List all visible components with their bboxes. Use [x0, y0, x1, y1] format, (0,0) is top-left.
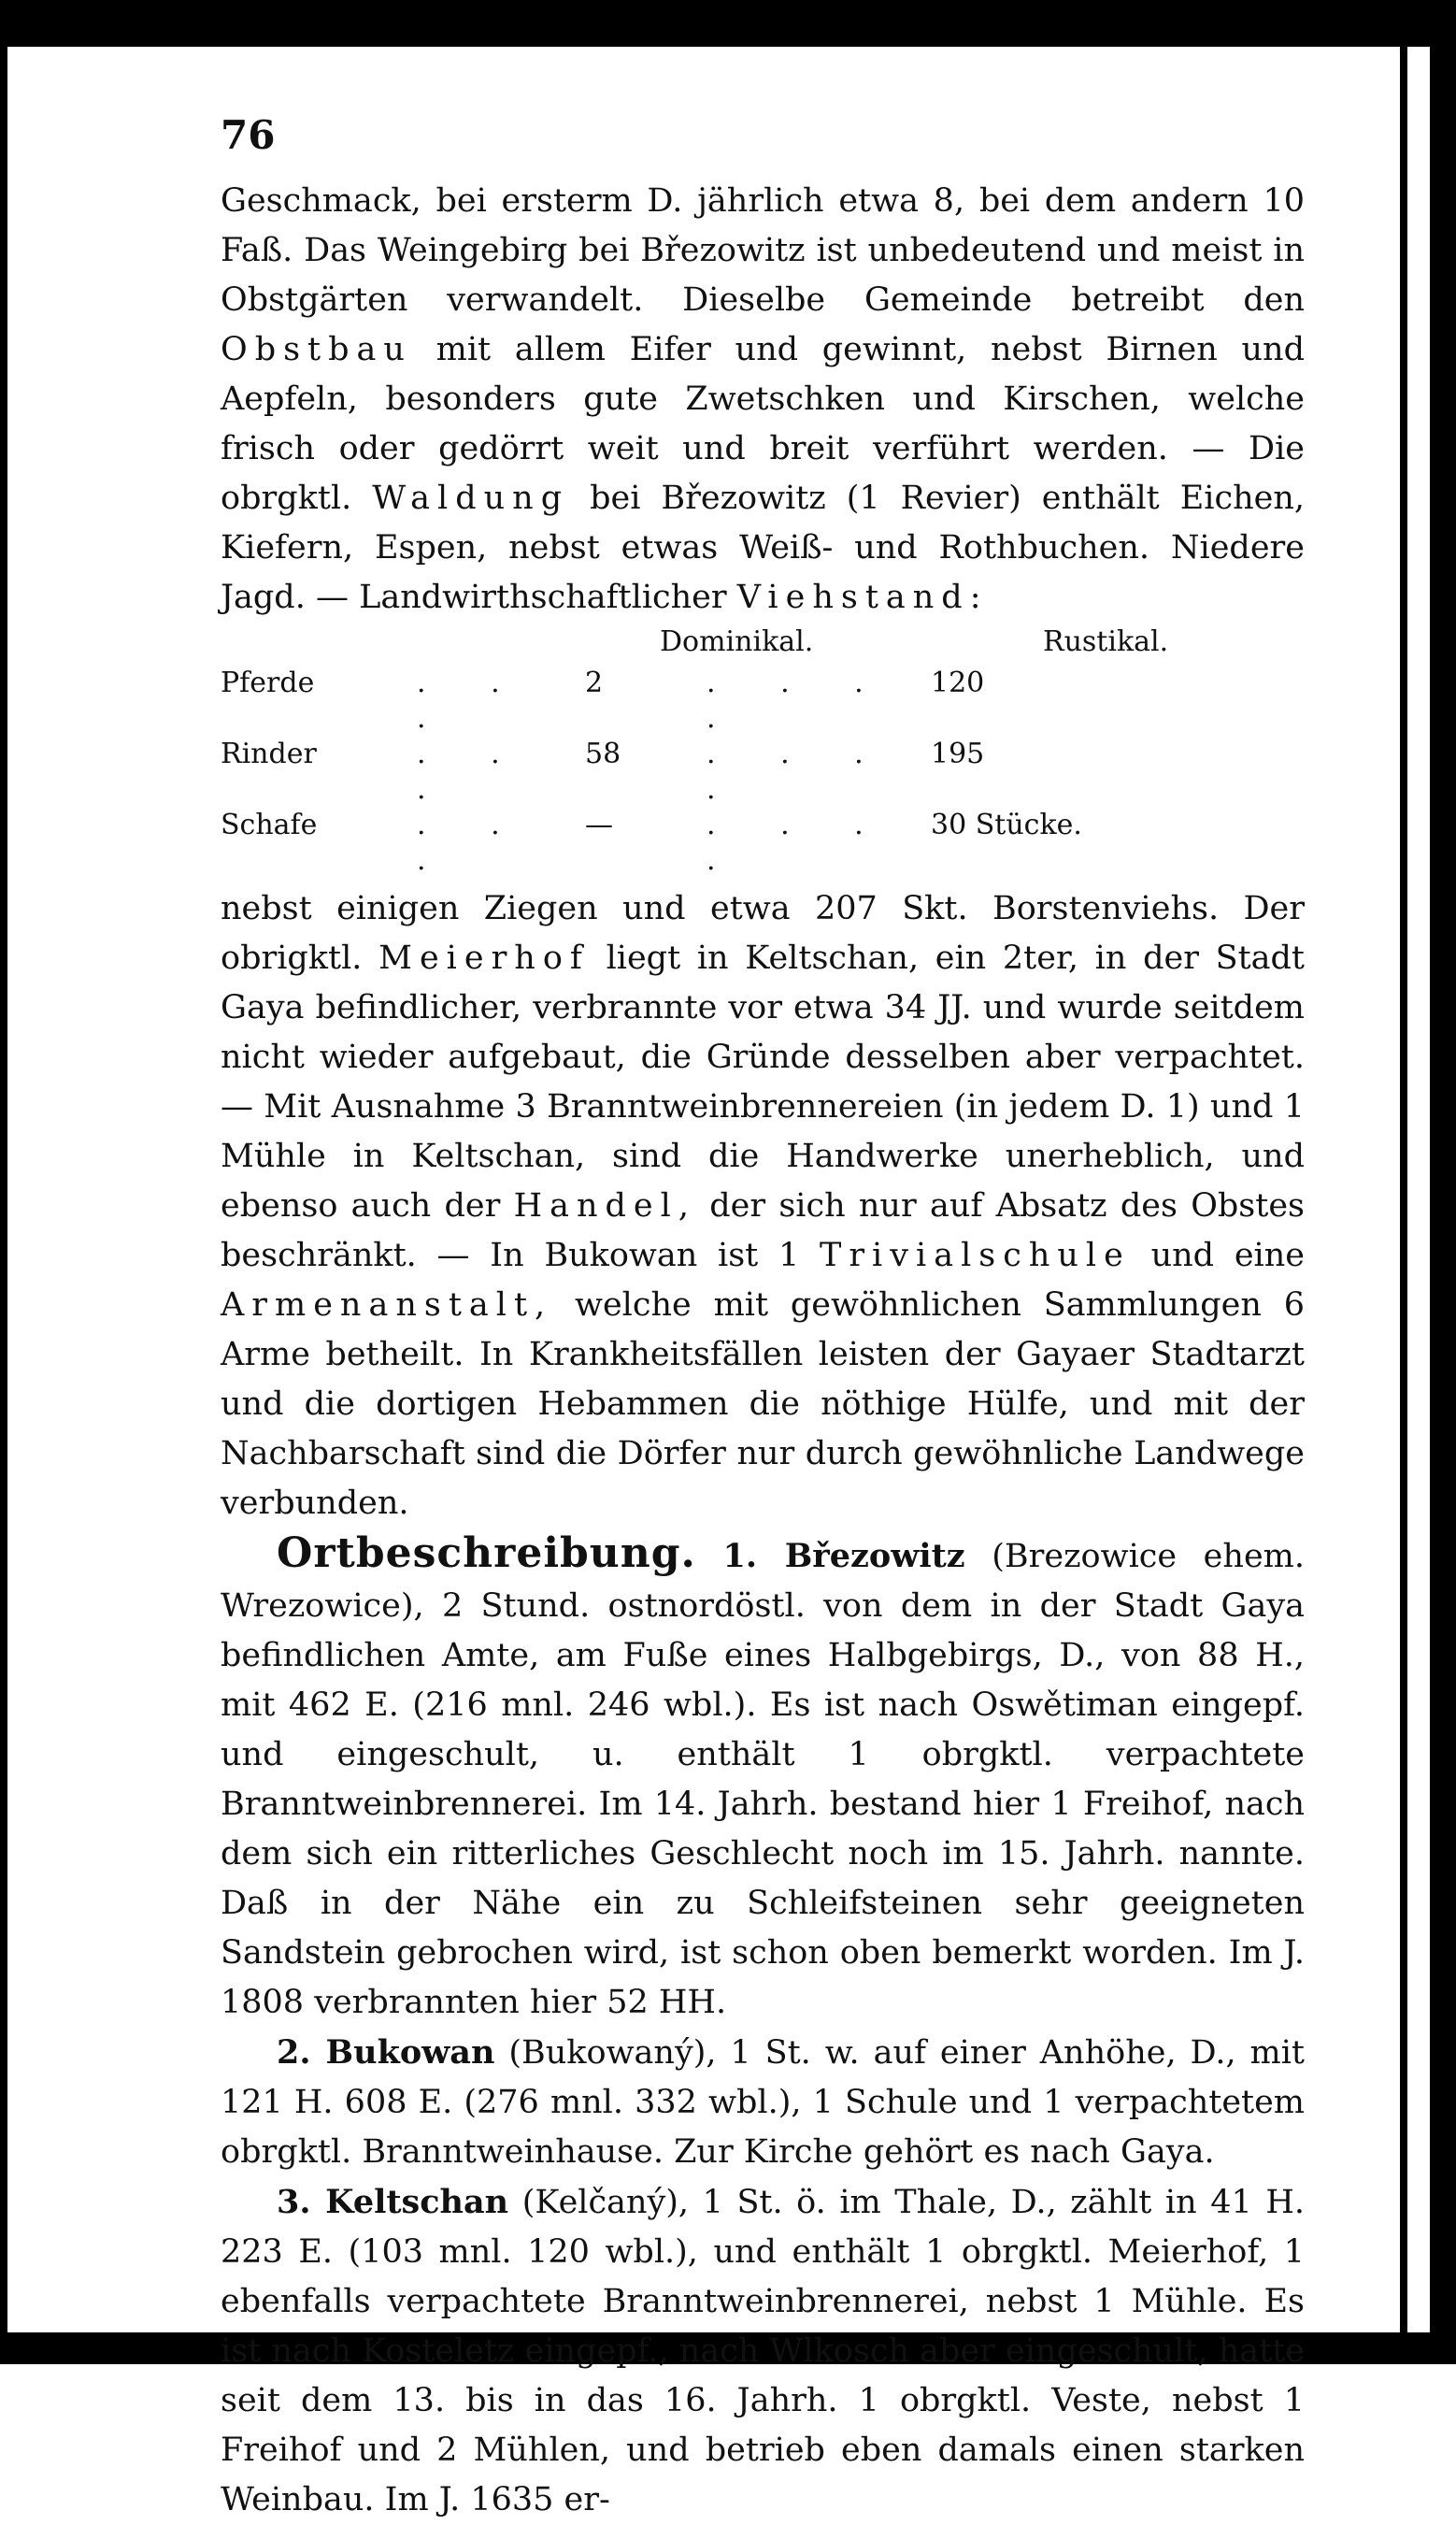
- text-segment: und eine: [1150, 1237, 1305, 1274]
- place-title: 1. Březowitz: [722, 1537, 965, 1575]
- column-rustikal: Rustikal.: [1043, 625, 1169, 658]
- dominikal-count: 58: [585, 738, 621, 770]
- term-armenanstalt: Armenanstalt,: [221, 1286, 553, 1324]
- livestock-table: [221, 666, 1174, 879]
- text-segment: welche mit gewöhnlichen Sammlungen 6 Arme betheilt. In Krankheitsfällen leisten der Gayaer Stadtarzt und die dortigen Hebammen die nöthige Hülfe, und mit der Nachbarschaft sind die Dörfer nur durch gewöhnliche Landwege verbunden.: [221, 1286, 1305, 1522]
- term-obstbau: Obstbau: [221, 331, 412, 368]
- text-segment: mit allem Eifer und gewinnt, nebst Birnen und Aepfeln, besonders gute Zwetschken und Kirschen, welche frisch oder gedörrt weit und breit verführt werden. — Die obrgktl.: [221, 331, 1305, 517]
- leader-dots: . . . .: [707, 667, 892, 735]
- scan-border-right: [1430, 0, 1456, 2364]
- term-meierhof: Meierhof: [378, 940, 590, 977]
- term-handel: Handel,: [513, 1187, 696, 1225]
- paragraph-bukowan: [221, 2028, 1305, 2177]
- text-segment: bei Březowitz (1 Revier) enthält Eichen, Kiefern, Espen, nebst etwas Weiß- und Rothbuchen. Niedere Jagd. — Landwirthschaftlicher: [221, 480, 1305, 616]
- text-segment: (Brezowice ehem. Wrezowice), 2 Stund. ostnordöstl. von dem in der Stadt Gaya befindlichen Amte, am Fuße eines Halbgebirgs, D., von 88 H., mit 462 E. (216 mnl. 246 wbl.). Es ist nach Oswětiman eingepf. und eingeschult, u. enthält 1 obrgktl. verpachtete Branntweinbrennerei. Im 14. Jahrh. bestand hier 1 Freihof, nach dem sich ein ritterliches Geschlecht noch im 15. Jahrh. nannte. Daß in der Nähe ein zu Schleifsteinen sehr geeigneten Sandstein gebrochen wird, ist schon oben bemerkt worden. Im J. 1808 verbrannten hier 52 HH.: [221, 1538, 1305, 2021]
- paragraph-meierhof: [221, 884, 1305, 1528]
- table-row: [221, 666, 1174, 737]
- text-segment: liegt in Keltschan, ein 2ter, in der Stadt Gaya befindlicher, verbrannte vor etwa 34 JJ. und wurde seitdem nicht wieder aufgebaut, die Gründe desselben aber verpachtet. — Mit Ausnahme 3 Branntweinbrennereien (in jedem D. 1) und 1 Mühle in Keltschan, sind die Handwerke unerheblich, und ebenso auch der: [221, 940, 1305, 1225]
- section-heading: Ortbeschreibung.: [277, 1529, 696, 1577]
- text-segment: Geschmack, bei ersterm D. jährlich etwa 8, bei dem andern 10 Faß. Das Weingebirg bei Březowitz ist unbedeutend und meist in Obstgärten verwandelt. Dieselbe Gemeinde betreibt den: [221, 182, 1305, 319]
- paragraph-keltschan: [221, 2177, 1305, 2525]
- animal-name: Schafe: [221, 809, 318, 841]
- term-viehstand: Viehstand:: [736, 579, 989, 616]
- rustikal-count: 30 Stücke.: [931, 809, 1082, 841]
- leader-dots: . . .: [417, 809, 528, 877]
- leader-dots: . . . .: [707, 809, 892, 877]
- rustikal-count: 195: [931, 738, 985, 770]
- dominikal-count: —: [585, 809, 613, 841]
- place-title: 2. Bukowan: [277, 2033, 495, 2072]
- scan-border-top: [0, 0, 1456, 47]
- place-title: 3. Keltschan: [277, 2183, 509, 2221]
- book-page: [221, 112, 1305, 2525]
- column-dominikal: Dominikal.: [660, 625, 814, 658]
- animal-name: Rinder: [221, 738, 317, 770]
- text-segment: (Bukowaný), 1 St. w. auf einer Anhöhe, D., mit 121 H. 608 E. (276 mnl. 332 wbl.), 1 Schule und 1 verpachtetem obrgktl. Branntweinhause. Zur Kirche gehört es nach Gaya.: [221, 2034, 1305, 2171]
- table-row: [221, 737, 1174, 808]
- scan-border-left: [0, 0, 7, 2364]
- text-segment: (Kelčaný), 1 St. ö. im Thale, D., zählt in 41 H. 223 E. (103 mnl. 120 wbl.), und enthält 1 obrgktl. Meierhof, 1 ebenfalls verpachtete Branntweinbrennerei, nebst 1 Mühle. Es ist nach Kosteletz eingepf., nach Wlkosch aber eingeschult, hatte seit dem 13. bis in das 16. Jahrh. 1 obrgktl. Veste, nebst 1 Freihof und 2 Mühlen, und betrieb eben damals einen starken Weinbau. Im J. 1635 er-: [221, 2184, 1305, 2518]
- leader-dots: . . .: [417, 738, 528, 806]
- text-segment: der sich nur auf Absatz des Obstes beschränkt. — In Bukowan ist 1: [221, 1187, 1305, 1274]
- table-row: [221, 808, 1174, 879]
- page-number: 76: [221, 112, 276, 158]
- term-waldung: Waldung: [372, 480, 570, 517]
- livestock-table-header: [221, 623, 1305, 662]
- dominikal-count: 2: [585, 667, 604, 699]
- text-segment: nebst einigen Ziegen und etwa 207 Skt. Borstenviehs. Der obrigktl.: [221, 890, 1305, 977]
- paragraph-brezowitz: [221, 1528, 1305, 2028]
- leader-dots: . . . .: [707, 738, 892, 806]
- scan-border-gutter: [1400, 0, 1407, 2364]
- leader-dots: . . .: [417, 667, 528, 735]
- animal-name: Pferde: [221, 667, 315, 699]
- term-trivialschule: Trivialschule: [819, 1237, 1131, 1274]
- rustikal-count: 120: [931, 667, 985, 699]
- paragraph-vineyard: [221, 177, 1305, 623]
